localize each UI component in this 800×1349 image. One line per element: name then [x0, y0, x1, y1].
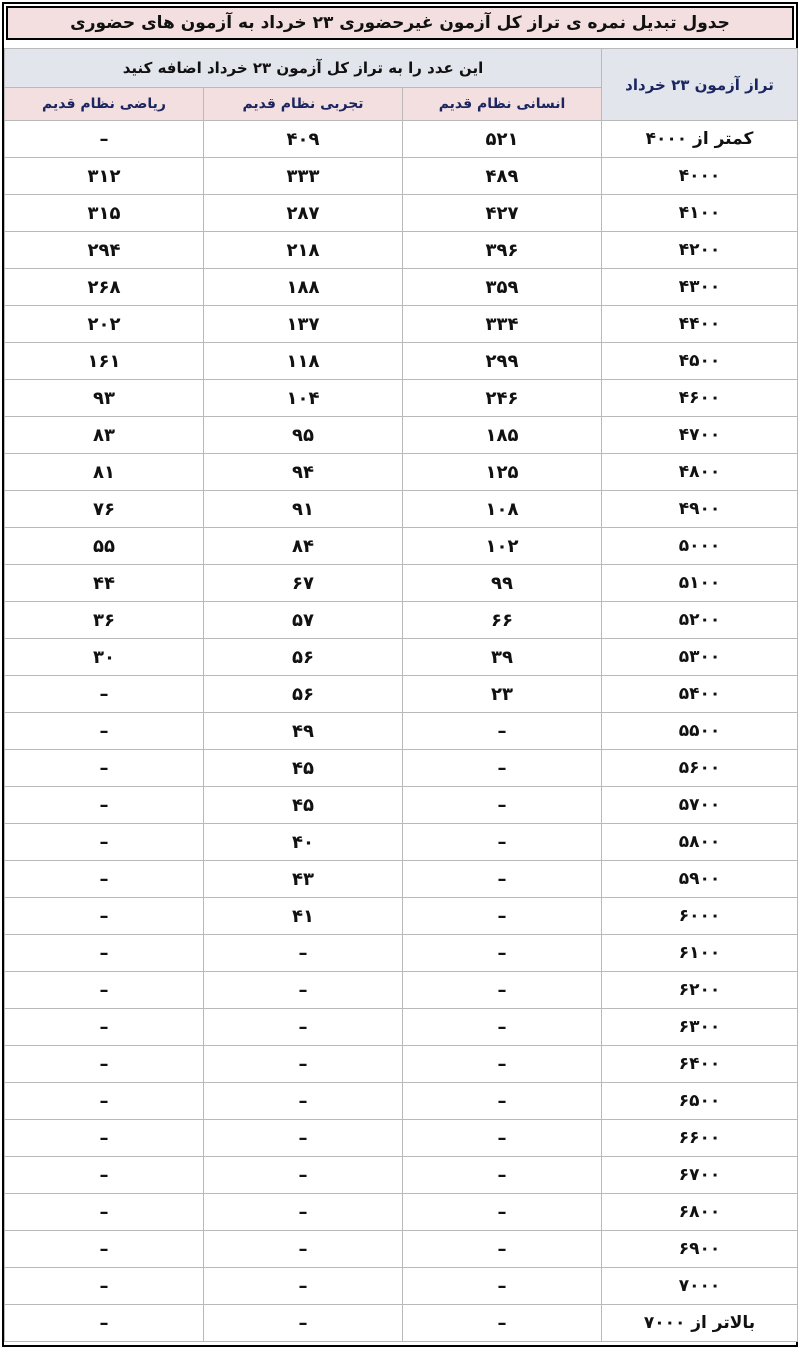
table-row: [5, 343, 798, 380]
cell-score: ۶۰۰۰: [602, 898, 798, 935]
cell-riazi: ۲۰۲: [5, 306, 204, 343]
header-riazi: ریاضی نظام قدیم: [5, 88, 204, 121]
table-row: [5, 935, 798, 972]
cell-score: ۶۷۰۰: [602, 1157, 798, 1194]
cell-score: ۷۰۰۰: [602, 1268, 798, 1305]
cell-tajrobi: ۴۰۹: [204, 121, 403, 158]
table-row: [5, 1120, 798, 1157]
cell-tajrobi: ۶۷: [204, 565, 403, 602]
cell-tajrobi: ۱۸۸: [204, 269, 403, 306]
cell-ensani: –: [403, 1046, 602, 1083]
cell-ensani: –: [403, 972, 602, 1009]
cell-riazi: –: [5, 121, 204, 158]
cell-ensani: –: [403, 1305, 602, 1342]
cell-riazi: ۲۶۸: [5, 269, 204, 306]
cell-ensani: –: [403, 1194, 602, 1231]
table-row: [5, 861, 798, 898]
cell-ensani: ۴۸۹: [403, 158, 602, 195]
cell-tajrobi: ۵۶: [204, 639, 403, 676]
cell-tajrobi: –: [204, 1305, 403, 1342]
cell-riazi: ۹۳: [5, 380, 204, 417]
header-ensani: انسانی نظام قدیم: [403, 88, 602, 121]
cell-score: ۴۴۰۰: [602, 306, 798, 343]
cell-ensani: ۶۶: [403, 602, 602, 639]
table-row: [5, 639, 798, 676]
cell-score: ۶۶۰۰: [602, 1120, 798, 1157]
table-row: [5, 1194, 798, 1231]
table-body: [5, 121, 798, 1342]
cell-score: ۴۱۰۰: [602, 195, 798, 232]
cell-riazi: –: [5, 1194, 204, 1231]
cell-score: ۵۳۰۰: [602, 639, 798, 676]
cell-tajrobi: ۹۵: [204, 417, 403, 454]
cell-score: ۶۸۰۰: [602, 1194, 798, 1231]
cell-ensani: ۳۹: [403, 639, 602, 676]
cell-score: ۴۹۰۰: [602, 491, 798, 528]
cell-riazi: ۸۱: [5, 454, 204, 491]
cell-riazi: –: [5, 676, 204, 713]
cell-tajrobi: –: [204, 1231, 403, 1268]
cell-riazi: –: [5, 898, 204, 935]
table-row: [5, 158, 798, 195]
cell-score: ۵۰۰۰: [602, 528, 798, 565]
cell-ensani: –: [403, 1120, 602, 1157]
cell-ensani: ۱۲۵: [403, 454, 602, 491]
cell-riazi: ۴۴: [5, 565, 204, 602]
cell-score: ۵۴۰۰: [602, 676, 798, 713]
cell-ensani: ۵۲۱: [403, 121, 602, 158]
cell-score: کمتر از ۴۰۰۰: [602, 121, 798, 158]
cell-tajrobi: ۱۳۷: [204, 306, 403, 343]
cell-tajrobi: –: [204, 972, 403, 1009]
table-row: [5, 491, 798, 528]
table-row: [5, 417, 798, 454]
table-row: [5, 824, 798, 861]
cell-ensani: –: [403, 935, 602, 972]
cell-tajrobi: ۹۴: [204, 454, 403, 491]
cell-riazi: –: [5, 1009, 204, 1046]
cell-score: ۴۶۰۰: [602, 380, 798, 417]
cell-tajrobi: ۴۹: [204, 713, 403, 750]
table-row: [5, 1009, 798, 1046]
page-title: جدول تبدیل نمره ی تراز کل آزمون غیرحضوری ۲۳ خرداد به آزمون های حضوری: [6, 6, 794, 40]
table-row: [5, 565, 798, 602]
cell-riazi: –: [5, 1305, 204, 1342]
table-row: [5, 1046, 798, 1083]
cell-tajrobi: ۱۰۴: [204, 380, 403, 417]
table-row: [5, 1231, 798, 1268]
table-row: [5, 898, 798, 935]
cell-score: ۶۴۰۰: [602, 1046, 798, 1083]
cell-riazi: –: [5, 1157, 204, 1194]
cell-ensani: ۱۸۵: [403, 417, 602, 454]
cell-riazi: –: [5, 861, 204, 898]
table-row: [5, 380, 798, 417]
table-row: [5, 1157, 798, 1194]
cell-ensani: ۳۹۶: [403, 232, 602, 269]
cell-riazi: ۳۰: [5, 639, 204, 676]
cell-tajrobi: ۴۰: [204, 824, 403, 861]
cell-score: ۴۳۰۰: [602, 269, 798, 306]
cell-ensani: –: [403, 1231, 602, 1268]
cell-riazi: –: [5, 1268, 204, 1305]
table-row: [5, 121, 798, 158]
cell-score: ۴۸۰۰: [602, 454, 798, 491]
cell-score: ۴۲۰۰: [602, 232, 798, 269]
cell-ensani: ۲۴۶: [403, 380, 602, 417]
cell-ensani: –: [403, 1268, 602, 1305]
cell-riazi: –: [5, 750, 204, 787]
cell-ensani: –: [403, 898, 602, 935]
cell-tajrobi: ۲۸۷: [204, 195, 403, 232]
table-row: [5, 676, 798, 713]
cell-ensani: –: [403, 1157, 602, 1194]
cell-ensani: –: [403, 1009, 602, 1046]
cell-tajrobi: –: [204, 1046, 403, 1083]
cell-score: ۴۷۰۰: [602, 417, 798, 454]
cell-score: ۵۱۰۰: [602, 565, 798, 602]
cell-tajrobi: ۸۴: [204, 528, 403, 565]
cell-tajrobi: ۴۳: [204, 861, 403, 898]
cell-tajrobi: –: [204, 1268, 403, 1305]
cell-score: ۶۲۰۰: [602, 972, 798, 1009]
cell-riazi: ۳۱۲: [5, 158, 204, 195]
table-row: [5, 195, 798, 232]
cell-riazi: ۲۹۴: [5, 232, 204, 269]
cell-riazi: –: [5, 1083, 204, 1120]
table-row: [5, 454, 798, 491]
table-row: [5, 750, 798, 787]
cell-tajrobi: ۹۱: [204, 491, 403, 528]
cell-tajrobi: –: [204, 935, 403, 972]
cell-ensani: –: [403, 713, 602, 750]
cell-score: ۶۳۰۰: [602, 1009, 798, 1046]
cell-ensani: ۱۰۲: [403, 528, 602, 565]
cell-tajrobi: –: [204, 1009, 403, 1046]
cell-tajrobi: ۴۵: [204, 750, 403, 787]
table-row: [5, 602, 798, 639]
table-row: [5, 713, 798, 750]
cell-ensani: ۳۳۴: [403, 306, 602, 343]
cell-tajrobi: –: [204, 1120, 403, 1157]
table-row: [5, 269, 798, 306]
header-tajrobi: تجربی نظام قدیم: [204, 88, 403, 121]
cell-riazi: –: [5, 1046, 204, 1083]
table-row: [5, 972, 798, 1009]
cell-tajrobi: ۵۶: [204, 676, 403, 713]
cell-ensani: –: [403, 861, 602, 898]
cell-tajrobi: ۳۳۳: [204, 158, 403, 195]
cell-riazi: –: [5, 824, 204, 861]
cell-score: ۵۷۰۰: [602, 787, 798, 824]
cell-score: ۶۱۰۰: [602, 935, 798, 972]
cell-score: ۵۹۰۰: [602, 861, 798, 898]
cell-riazi: –: [5, 787, 204, 824]
table-row: [5, 1305, 798, 1342]
cell-riazi: ۵۵: [5, 528, 204, 565]
table-row: [5, 528, 798, 565]
cell-riazi: –: [5, 713, 204, 750]
cell-score: ۵۶۰۰: [602, 750, 798, 787]
cell-score: بالاتر از ۷۰۰۰: [602, 1305, 798, 1342]
cell-tajrobi: ۵۷: [204, 602, 403, 639]
cell-ensani: –: [403, 824, 602, 861]
cell-score: ۵۵۰۰: [602, 713, 798, 750]
cell-ensani: –: [403, 750, 602, 787]
cell-riazi: ۳۱۵: [5, 195, 204, 232]
cell-tajrobi: ۴۱: [204, 898, 403, 935]
cell-riazi: –: [5, 972, 204, 1009]
header-main-column: تراز آزمون ۲۳ خرداد: [602, 49, 798, 121]
cell-riazi: ۸۳: [5, 417, 204, 454]
cell-tajrobi: –: [204, 1157, 403, 1194]
table-row: [5, 306, 798, 343]
cell-score: ۵۲۰۰: [602, 602, 798, 639]
cell-ensani: ۳۵۹: [403, 269, 602, 306]
header-group-label: این عدد را به تراز کل آزمون ۲۳ خرداد اضافه کنید: [5, 49, 602, 88]
cell-ensani: –: [403, 787, 602, 824]
cell-riazi: ۱۶۱: [5, 343, 204, 380]
cell-tajrobi: ۱۱۸: [204, 343, 403, 380]
cell-score: ۵۸۰۰: [602, 824, 798, 861]
table-row: [5, 787, 798, 824]
table-row: [5, 1268, 798, 1305]
cell-ensani: ۲۳: [403, 676, 602, 713]
cell-tajrobi: ۲۱۸: [204, 232, 403, 269]
cell-ensani: ۴۲۷: [403, 195, 602, 232]
cell-score: ۶۵۰۰: [602, 1083, 798, 1120]
cell-ensani: ۲۹۹: [403, 343, 602, 380]
cell-score: ۴۵۰۰: [602, 343, 798, 380]
table-row: [5, 232, 798, 269]
table-row: [5, 1083, 798, 1120]
cell-score: ۴۰۰۰: [602, 158, 798, 195]
cell-tajrobi: –: [204, 1194, 403, 1231]
cell-riazi: –: [5, 1120, 204, 1157]
cell-ensani: ۱۰۸: [403, 491, 602, 528]
cell-tajrobi: –: [204, 1083, 403, 1120]
cell-ensani: ۹۹: [403, 565, 602, 602]
cell-riazi: –: [5, 935, 204, 972]
cell-tajrobi: ۴۵: [204, 787, 403, 824]
cell-riazi: ۷۶: [5, 491, 204, 528]
cell-riazi: –: [5, 1231, 204, 1268]
cell-ensani: –: [403, 1083, 602, 1120]
header-row-top: [5, 49, 798, 88]
conversion-table: [4, 48, 798, 1342]
cell-score: ۶۹۰۰: [602, 1231, 798, 1268]
cell-riazi: ۳۶: [5, 602, 204, 639]
